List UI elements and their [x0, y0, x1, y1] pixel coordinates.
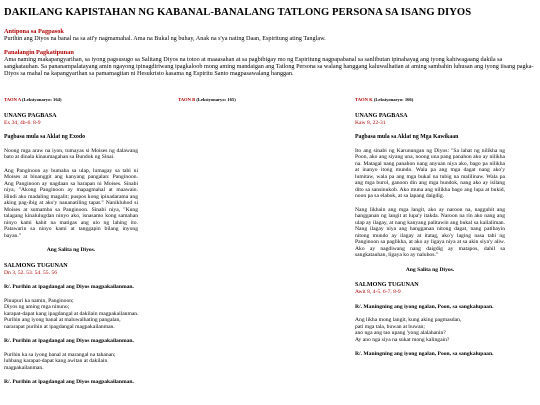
column-taon-a: [4, 97, 138, 386]
psalm-ref: Dn 3, 52. 53. 54. 55. 56: [4, 269, 57, 276]
verse-line: Ay ano nga siya na sukat mong kalingain?: [355, 336, 450, 343]
lectionary-number: (Leksiyonaryo: 166): [373, 97, 414, 102]
verse-line: ano nga ang tao upang 'yong alalahanin?: [355, 330, 446, 336]
cycle-name: TAON B: [178, 97, 196, 102]
psalm-response: R/. Maningning ang iyong ngalan, Poon, sa sangkalupaan.: [355, 303, 494, 310]
acclamation: Ang Salita ng Diyos.: [405, 266, 455, 273]
psalm-stanza: [355, 317, 505, 343]
psalm-ref: Awit 8, 4-5. 6-7. 8-9: [355, 289, 401, 295]
document-title: DAKILANG KAPISTAHAN NG KABANAL-BANALANG TATLONG PERSONA SA ISANG DIYOS: [4, 7, 472, 18]
reading-paragraph: Ito ang sinabi ng Karunungan ng Diyos: "Sa lahat ng nilikha ng Poon, ako ang siyang una, noong una pang panahon ako ay nilikha na. Matagal nang panahon nang anyuan niya ako, bago pa nilikha at inanyo itong mundo. Wala pa ang mga dagat nang ako'y lumitaw, wala pa ang mga bukal na tubig na malilinaw. Wala pa ang mga burol, ganoon din ang mga bundok, nang ako ay isilang dito sa sansinukob. Ako muna ang nilikha bago ang lupa at bukid, noon pa sa elabok, at sa lapang daigdig.: [355, 147, 505, 199]
psalm-response: R/. Purihin at ipagdangal ang Diyos magpakailanman.: [4, 379, 134, 385]
column-taon-k: [355, 97, 505, 358]
cycle-label: [4, 97, 138, 103]
verse-line: magpakailanman.: [4, 364, 44, 371]
verse-line: Pinupuri ka namin, Panginoon;: [4, 297, 74, 304]
cycle-label: [355, 97, 505, 103]
psalm-response: R/. Maningning ang iyong ngalan, Poon, sa sangkalupaan.: [355, 351, 494, 357]
psalm-response: R/. Purihin at ipagdangal ang Diyos magpakailanman.: [4, 284, 134, 290]
psalm-stanza: [4, 298, 138, 331]
psalm-title: SALMONG TUGUNAN: [355, 282, 419, 288]
verse-line: Diyos ng aming mga ninuno;: [4, 304, 70, 310]
lectionary-number: (Leksiyonaryo: 165): [196, 97, 236, 102]
panalangin-text: Ama naming makapangyarihan, sa iyong pagsusugo sa Salitang Diyos na totoo at maaasahan at sa pagbibigay mo ng Espiritung nagpapabanal sa sanlibutan ipinahayag ang iyong kahiwagaang dakila sa sangkatauhan. Sa pananampalatayang amin ngayong ipinagdiriwang ipagkaloob mong aming mandaigan ang Tatlong Persona sa walang hanggang kaluwalhatian at aming sambahin luhusan ang iyong iisang pagka-Diyos sa mahal na kapangyarihan sa pamamagitan ni Hesukristo kasama ng Espiritu Santo magpasawalang hanggan.: [4, 56, 534, 77]
verse-line: luhbang karapat-dapat kang awitan at dakilain: [4, 358, 108, 364]
psalm-stanza: [4, 352, 138, 372]
first-reading-ref: Kaw 8, 22-31: [355, 120, 386, 126]
document-page: [4, 0, 536, 77]
cycle-name: TAON K: [355, 97, 373, 102]
psalm-response: R/. Purihin at ipagdangal ang Diyos magpakailanman.: [4, 338, 134, 344]
first-reading-subtitle: Pagbasa mula sa Aklat ng Exodo: [4, 133, 86, 140]
verse-line: Purihin ang iyong banal at maluwalhating pangalan,: [4, 317, 121, 323]
psalm-title: SALMONG TUGUNAN: [4, 262, 68, 269]
reading-paragraph: Noong mga araw na iyon, tumayas si Moises ng dalawang bato at dinala kinaumagahan sa Bundok ng Sinai.: [4, 147, 138, 160]
column-taon-b: [178, 97, 238, 103]
antipona-heading: Antipona sa Pagpasok: [4, 28, 64, 35]
verse-line: Ang likha mong langit, kung aking pagmasdan,: [355, 317, 462, 323]
cycle-label: [178, 97, 238, 103]
acclamation: Ang Salita ng Diyos.: [46, 247, 96, 253]
verse-line: pati mga tala, buwan at buwan;: [355, 323, 425, 330]
first-reading-subtitle: Pagbasa mula sa Aklat ng Mga Kawikaan: [355, 133, 459, 140]
verse-line: nararapat purihin at ipagdangal magpakailanman.: [4, 323, 115, 330]
verse-line: Purihin ka sa iyong banal at marangal na tahanan;: [4, 351, 116, 358]
lectionary-number: (Leksiyonaryo: 164): [22, 97, 62, 102]
reading-paragraph: Ang Panginoon ay bumaba sa ulap, lumagay sa tabi ni Moises at binanggit ang kanyang pangalan: Panginoon. Ang Panginoon ay nagdaan sa harapan ni Moises. Sinabi niya, "Akong Panginoon ay mapagmahal at maawain. Hindi ako madaling magalit; puspos kong ipinadarama ang aking pag-ibig at ako'y nananatiling tapat." Nanikluhod si Moises at sumamba sa Panginoon. Sinabi niya, "Kung talagang kinalulugdan ninyo ako, isnasamo kong samahan ninyo kami kahit na matigas ang ulo ng lahing ito. Patawarin sa ninyo kami at tanggapin bilang inyong bayan.": [4, 167, 138, 239]
antipona-text: Purihin ang Diyos na banal na sa ati'y nagmamahal. Ama na Bukal ng buhay, Anak na s'ya nating Daan, Espiritung ating Tanglaw.: [4, 35, 326, 42]
verse-line: karapat-dapat kang ipagdangal at dakilain magpakailanman.: [4, 310, 139, 317]
cycle-name: TAON A: [4, 97, 21, 102]
panalangin-heading: Panalangin Pagkatipunan: [4, 49, 74, 56]
first-reading-title: UNANG PAGBASA: [4, 113, 57, 119]
first-reading-ref: Ex 34, 4b-6. 8-9: [4, 120, 41, 126]
reading-paragraph: Nang likhain ang mga langit, ako ay naroon na, nagguhit ang hangganan ng langit at lupa'y itakda. Naroon na rin ako nang ang ulap ay ilagay, at nang kanyang palitawin ang bukal sa kailaliman. Nang ilagay niya ang hangganan nitong dagat, nang patibayin nitong mundo ay ilagay at itatag, ako'y laging nasa tabi ng Panginoon sa paglikha, at ako ay ligaya niya at sa akin siya'y aliw. Ako ay nagdiwang nang daigdig ay matapos, dahil sa sangkatauhan, ligaya ko ay nalubos.": [355, 206, 505, 258]
first-reading-title: UNANG PAGBASA: [355, 113, 408, 119]
